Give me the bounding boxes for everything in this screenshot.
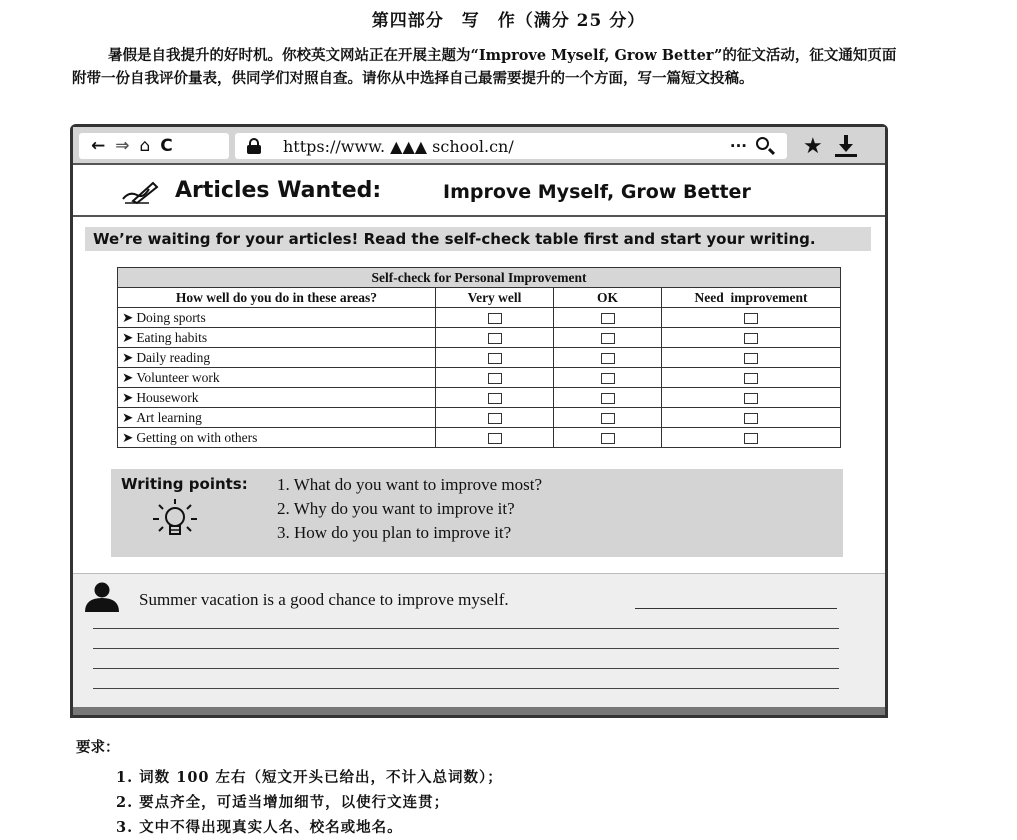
checkbox-cell [436,348,554,368]
lock-icon [247,138,261,154]
download-icon[interactable] [835,135,857,157]
area-label [118,428,436,448]
table-row [118,428,841,448]
writing-line[interactable] [635,608,837,609]
bullet-icon: ➤ [122,429,134,445]
table-row [118,348,841,368]
bullet-icon: ➤ [122,409,134,425]
checkbox[interactable] [744,393,758,404]
checkbox[interactable] [488,313,502,324]
writing-area[interactable] [73,573,885,713]
checkbox[interactable] [601,313,615,324]
checkbox[interactable] [601,433,615,444]
page-header [73,167,885,217]
search-icon[interactable] [755,136,775,156]
bullet-icon: ➤ [122,309,134,325]
browser-actions [795,133,879,159]
page-title: Articles Wanted: [175,178,382,203]
checkbox-cell [554,348,662,368]
checkbox-cell [436,328,554,348]
table-header-row [118,288,841,308]
area-label [118,368,436,388]
browser-window [70,124,888,718]
requirements-title: 要求： [76,739,120,756]
browser-toolbar [73,127,885,165]
writing-line[interactable] [93,668,839,669]
checkbox[interactable] [601,413,615,424]
bullet-icon: ➤ [122,329,134,345]
checkbox-cell [436,368,554,388]
table-row [118,328,841,348]
col-header-need-improvement: Need improvement [662,288,841,308]
writing-point: 1. What do you want to improve most? [277,475,543,494]
writing-point: 3. How do you plan to improve it? [277,523,512,542]
writing-points-list [277,473,542,545]
area-text: Doing sports [136,309,206,325]
table-row [118,368,841,388]
url-text[interactable]: https://www. ▲▲▲ school.cn/ [283,136,514,156]
checkbox-cell [662,388,841,408]
checkbox-cell [662,308,841,328]
browser-bottom-bar [73,707,885,715]
home-icon[interactable]: ⌂ [139,136,151,156]
forward-icon[interactable]: ⇒ [115,136,130,156]
bullet-icon: ➤ [122,389,134,405]
checkbox[interactable] [488,413,502,424]
table-caption: Self-check for Personal Improvement [118,268,841,288]
area-label [118,388,436,408]
checkbox[interactable] [601,393,615,404]
section-title: 第四部分 写 作（满分 25 分） [371,11,646,31]
person-icon [83,582,121,612]
col-header-area: How well do you do in these areas? [118,288,436,308]
more-icon[interactable]: ··· [729,137,747,155]
checkbox-cell [554,328,662,348]
checkbox-cell [554,308,662,328]
checkbox-cell [436,308,554,328]
checkbox[interactable] [488,333,502,344]
writing-line[interactable] [93,688,839,689]
area-label [118,348,436,368]
checkbox[interactable] [744,413,758,424]
checkbox-cell [436,388,554,408]
checkbox[interactable] [601,353,615,364]
area-text: Art learning [136,409,202,425]
back-icon[interactable]: ← [91,136,106,156]
checkbox-cell [554,428,662,448]
nav-buttons [79,133,229,159]
col-header-ok: OK [554,288,662,308]
intro-text: 暑假是自我提升的好时机。你校英文网站正在开展主题为“Improve Myself, Grow Better”的征文活动，征文通知页面附带一份自我评价量表，供同学们对照自查。请你从中选择自己最需要提升的一个方面，写一篇短文投稿。 [72,47,897,87]
area-text: Getting on with others [136,429,258,445]
checkbox-cell [662,408,841,428]
area-text: Daily reading [136,349,211,365]
lightbulb-icon [147,497,203,547]
writing-points-label: Writing points: [121,475,248,493]
checkbox-cell [662,428,841,448]
col-header-very-well: Very well [436,288,554,308]
table-row [118,408,841,428]
requirement-item: 3. 文中不得出现真实人名、校名或地名。 [116,819,403,836]
address-bar[interactable] [235,133,787,159]
checkbox[interactable] [744,373,758,384]
starter-sentence: Summer vacation is a good chance to improve myself. [139,590,509,609]
self-check-table [117,267,841,448]
area-text: Volunteer work [136,369,220,385]
requirement-item: 1. 词数 100 左右（短文开头已给出，不计入总词数）； [116,769,503,786]
requirement-item: 2. 要点齐全，可适当增加细节，以使行文连贯； [116,794,450,811]
checkbox[interactable] [744,313,758,324]
checkbox[interactable] [488,393,502,404]
table-row [118,388,841,408]
star-icon[interactable]: ★ [803,133,823,159]
checkbox[interactable] [744,353,758,364]
checkbox-cell [662,328,841,348]
checkbox-cell [554,388,662,408]
banner-text: We’re waiting for your articles! Read the self-check table first and start your writing. [85,227,871,251]
area-label [118,408,436,428]
reload-icon[interactable]: C [160,136,173,156]
area-label [118,308,436,328]
checkbox-cell [436,408,554,428]
intro-paragraph [72,44,902,90]
page-subtitle: Improve Myself, Grow Better [443,181,751,203]
area-text: Housework [136,389,199,405]
checkbox[interactable] [488,353,502,364]
checkbox-cell [554,408,662,428]
checkbox[interactable] [744,433,758,444]
writing-line[interactable] [93,628,839,629]
area-text: Eating habits [136,329,208,345]
area-label [118,328,436,348]
writing-points-box [111,469,843,557]
checkbox[interactable] [488,373,502,384]
bullet-icon: ➤ [122,349,134,365]
bullet-icon: ➤ [122,369,134,385]
checkbox-cell [554,368,662,388]
writing-point: 2. Why do you want to improve it? [277,499,515,518]
checkbox-cell [662,368,841,388]
table-row [118,308,841,328]
checkbox[interactable] [601,333,615,344]
checkbox[interactable] [488,433,502,444]
checkbox[interactable] [601,373,615,384]
writing-line[interactable] [93,648,839,649]
checkbox-cell [662,348,841,368]
checkbox-cell [436,428,554,448]
pen-icon [119,179,163,205]
checkbox[interactable] [744,333,758,344]
